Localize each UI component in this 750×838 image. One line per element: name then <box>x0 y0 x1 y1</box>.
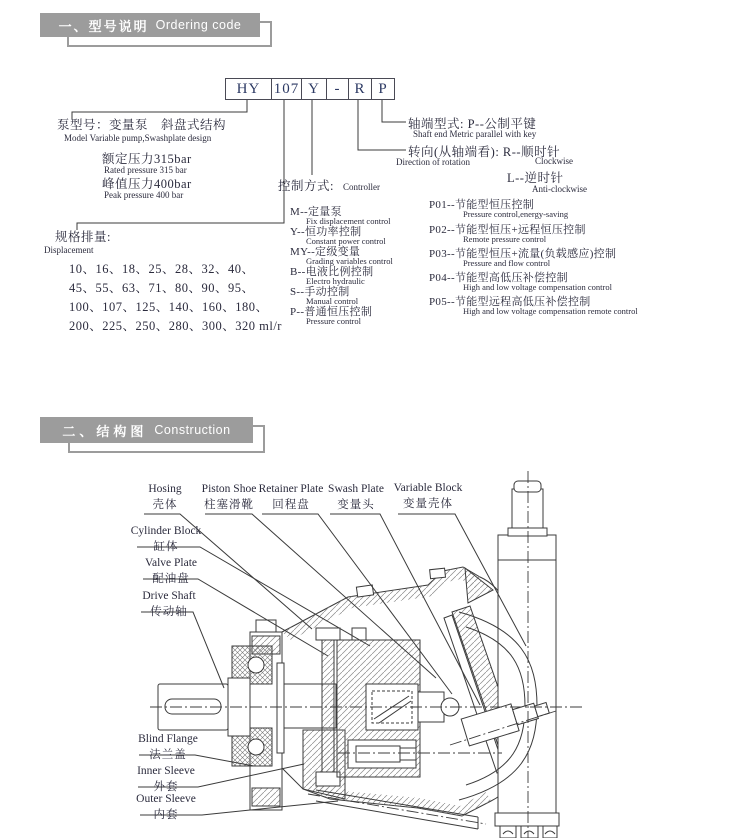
rotation-clockwise: Clockwise <box>535 156 573 166</box>
controller-item-en: Electro hydraulic <box>306 276 365 286</box>
model-title-zh: 泵型号：变量泵 斜盘式结构 <box>57 118 227 132</box>
label-cylinder-block-zh: 缸体 <box>153 541 179 553</box>
label-blind-flange-zh: 法兰盖 <box>149 749 187 761</box>
label-retainer-plate-en: Retainer Plate <box>258 483 324 495</box>
label-retainer-plate-zh: 回程盘 <box>272 499 310 511</box>
label-piston-shoe <box>198 481 260 513</box>
shaft-end-en: Shaft end Metric parallel with key <box>413 129 537 139</box>
label-variable-block-zh: 变量壳体 <box>403 498 453 510</box>
displacement-row: 10、16、18、25、28、32、40、 <box>69 262 255 276</box>
controller-item-en: Grading variables control <box>306 256 393 266</box>
code-cell-rotation: R <box>348 79 371 99</box>
p-control-en: Pressure and flow control <box>463 258 551 268</box>
label-outer-sleeve-zh: 内套 <box>153 809 179 821</box>
shaft-end-zh: 轴端型式: P--公制平键 <box>408 117 537 131</box>
p-control-zh: P03--节能型恒压+流量(负载感应)控制 <box>429 248 617 260</box>
label-valve-plate-zh: 配油盘 <box>152 573 190 585</box>
p-control-en: Pressure control,energy-saving <box>463 209 569 219</box>
p-control-en: High and low voltage compensation remote control <box>463 306 638 316</box>
displacement-title-zh: 规格排量: <box>55 230 111 244</box>
label-variable-block-en: Variable Block <box>393 482 463 494</box>
label-retainer-plate <box>256 481 326 513</box>
controller-item-en: Manual control <box>306 296 359 306</box>
section2-header-en: Construction <box>154 423 231 437</box>
displacement-row: 100、107、125、140、160、180、 <box>69 300 269 314</box>
controller-title-zh: 控制方式: <box>278 179 334 193</box>
label-piston-shoe-zh: 柱塞滑靴 <box>204 499 254 511</box>
p-control-en: Remote pressure control <box>463 234 547 244</box>
label-outer-sleeve-en: Outer Sleeve <box>136 793 196 805</box>
peak-pressure-zh: 峰值压力400bar <box>102 177 192 191</box>
label-variable-block <box>390 480 466 512</box>
controller-item-zh: Y--恒功率控制 <box>290 226 362 238</box>
ordering-code-boxes <box>225 78 395 100</box>
controller-item-zh: B--电液比例控制 <box>290 266 374 278</box>
controller-item-zh: M--定量泵 <box>290 206 342 218</box>
displacement-title-en: Displacement <box>44 245 94 255</box>
label-drive-shaft-en: Drive Shaft <box>142 590 196 602</box>
rotation-en: Direction of rotation <box>396 157 470 167</box>
controller-item-en: Pressure control <box>306 316 362 326</box>
controller-item-en: Constant power control <box>306 236 386 246</box>
controller-item-en: Fix displacement control <box>306 216 391 226</box>
section2-header-zh: 二、结构图 <box>62 423 148 439</box>
controller-item-zh: S--手动控制 <box>290 286 350 298</box>
peak-pressure-en: Peak pressure 400 bar <box>104 190 184 200</box>
label-swash-plate-en: Swash Plate <box>328 483 384 495</box>
rotation-zh: 转向(从轴端看): R--顺时针 <box>408 145 561 159</box>
rated-pressure-zh: 额定压力315bar <box>102 152 192 166</box>
label-blind-flange-en: Blind Flange <box>138 733 198 745</box>
displacement-row: 45、55、63、71、80、90、95、 <box>69 281 255 295</box>
label-swash-plate <box>324 481 388 513</box>
code-cell-displacement: 107 <box>271 79 301 99</box>
p-control-zh: P01--节能型恒压控制 <box>429 199 535 211</box>
label-swash-plate-zh: 变量头 <box>337 499 375 511</box>
label-cylinder-block-en: Cylinder Block <box>130 525 202 537</box>
label-cylinder-block <box>126 523 206 555</box>
section1-header-zh: 一、型号说明 <box>58 18 149 34</box>
label-outer-sleeve <box>129 791 203 823</box>
p-control-zh: P04--节能型高低压补偿控制 <box>429 272 568 284</box>
label-valve-plate-en: Valve Plate <box>144 557 198 569</box>
controller-title-en: Controller <box>342 182 380 192</box>
label-inner-sleeve-zh: 外套 <box>153 781 179 793</box>
controller-title <box>278 176 380 195</box>
rated-pressure-en: Rated pressure 315 bar <box>104 165 187 175</box>
label-hosing-zh: 壳体 <box>152 499 178 511</box>
code-cell-shaft: P <box>371 79 394 99</box>
p-control-zh: P02--节能型恒压+远程恒压控制 <box>429 224 586 236</box>
displacement-row: 200、225、250、280、300、320 ml/r <box>69 319 282 333</box>
label-valve-plate <box>136 555 206 587</box>
label-drive-shaft-zh: 传动轴 <box>150 606 188 618</box>
controller-item-zh: MY--定级变量 <box>290 246 361 258</box>
controller-item-zh: P--普通恒压控制 <box>290 306 373 318</box>
label-inner-sleeve-en: Inner Sleeve <box>137 765 195 777</box>
p-control-en: High and low voltage compensation control <box>463 282 612 292</box>
label-blind-flange <box>132 731 204 763</box>
section1-header <box>40 13 260 37</box>
label-hosing-en: Hosing <box>148 483 182 495</box>
section2-header <box>40 417 253 443</box>
section1-header-en: Ordering code <box>155 18 242 32</box>
code-cell-controller: Y <box>301 79 326 99</box>
code-cell-series: HY <box>236 80 261 97</box>
label-drive-shaft <box>134 588 204 620</box>
p-control-zh: P05--节能型远程高低压补偿控制 <box>429 296 591 308</box>
label-piston-shoe-en: Piston Shoe <box>201 483 257 495</box>
code-cell-dash: - <box>326 79 348 99</box>
model-title-en: Model Variable pump,Swashplate design <box>64 133 212 143</box>
rotation-l-zh: L--逆时针 <box>507 171 564 185</box>
label-hosing <box>138 481 192 513</box>
rotation-anticlockwise: Anti-clockwise <box>532 184 587 194</box>
